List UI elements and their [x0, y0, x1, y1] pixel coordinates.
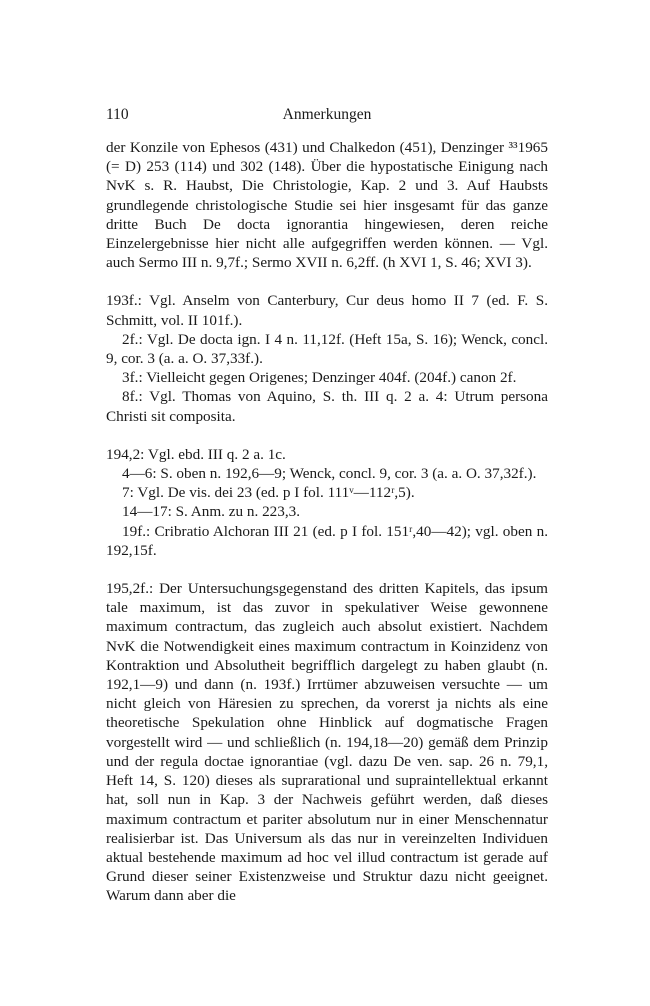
note-group-194 [106, 445, 548, 560]
page-body [106, 138, 548, 925]
intro-paragraph-block [106, 138, 548, 272]
note-193-1: 193f.: Vgl. Anselm von Canterbury, Cur deus homo II 7 (ed. F. S. Schmitt, vol. II 101f.). [106, 292, 548, 329]
note-193-2: 2f.: Vgl. De docta ign. I 4 n. 11,12f. (Heft 15a, S. 16); Wenck, concl. 9, cor. 3 (a. a. O. 37,33f.). [106, 330, 548, 368]
running-head: Anmerkungen [282, 106, 372, 123]
page-number: 110 [106, 106, 129, 123]
note-group-193 [106, 291, 548, 425]
note-group-195 [106, 579, 548, 905]
note-195-2: 195,2f.: Der Untersuchungsgegenstand des dritten Kapitels, das ipsum tale maximum, ist das zuvor in spekulativer Weise gewonnene maximum contractum, das zugleich auch absolut existiert. Nachdem NvK die Notwendigkeit eines maximum contractum in Koinzidenz von Kontraktion und Absolutheit begrifflich dargelegt zu haben glaubt (n. 192,1—9) und dann (n. 193f.) Irrtümer abzuweisen versuchte — um nicht gleich von Häresien zu sprechen, da vorerst ja nichts als eine theoretische Spekulation ohne Hinblick auf dogmatische Fragen vorgestellt wird — und schließlich (n. 194,18—20) gemäß dem Prinzip und der regula doctae ignorantiae (vgl. dazu De ven. sap. 26 n. 79,1, Heft 14, S. 120) dieses als suprarational und supraintellektual erkannt hat, soll nun in Kap. 3 der Nachweis geführt werden, daß dieses maximum contractum et pariter absolutum nur in einer Menschennatur realisierbar ist. Das Universum als das nur in vereinzelten Individuen aktual bestehende maximum ad hoc vel illud contractum ist gerade auf Grund dieser seiner Existenzweise und Struktur dazu nicht geeignet. Warum dann aber die [106, 580, 548, 905]
intro-paragraph: der Konzile von Ephesos (431) und Chalkedon (451), Denzinger ³³1965 (= D) 253 (114) und 302 (148). Über die hypostatische Einigung nach NvK s. R. Haubst, Die Christologie, Kap. 2 und 3. Auf Haubsts grundlegende christologische Studie sei hier insgesamt für das ganze dritte Buch De docta ignorantia hingewiesen, deren reiche Einzelergebnisse hier nicht alle aufgegriffen werden können. — Vgl. auch Sermo III n. 9,7f.; Sermo XVII n. 6,2ff. (h XVI 1, S. 46; XVI 3). [106, 139, 548, 272]
note-194-2: 194,2: Vgl. ebd. III q. 2 a. 1c. [106, 445, 286, 463]
note-194-7: 7: Vgl. De vis. dei 23 (ed. p I fol. 111ᵛ—112ʳ,5). [122, 484, 415, 502]
note-193-8: 8f.: Vgl. Thomas von Aquino, S. th. III q. 2 a. 4: Utrum persona Christi sit composita. [106, 388, 548, 425]
note-194-19: 19f.: Cribratio Alchoran III 21 (ed. p I fol. 151ʳ,40—42); vgl. oben n. 192,15f. [106, 522, 548, 559]
note-193-3: 3f.: Vielleicht gegen Origenes; Denzinger 404f. (204f.) canon 2f. [122, 369, 517, 387]
note-194-14: 14—17: S. Anm. zu n. 223,3. [122, 503, 301, 521]
note-194-4: 4—6: S. oben n. 192,6—9; Wenck, concl. 9, cor. 3 (a. a. O. 37,32f.). [122, 465, 537, 483]
page-header [106, 104, 548, 126]
